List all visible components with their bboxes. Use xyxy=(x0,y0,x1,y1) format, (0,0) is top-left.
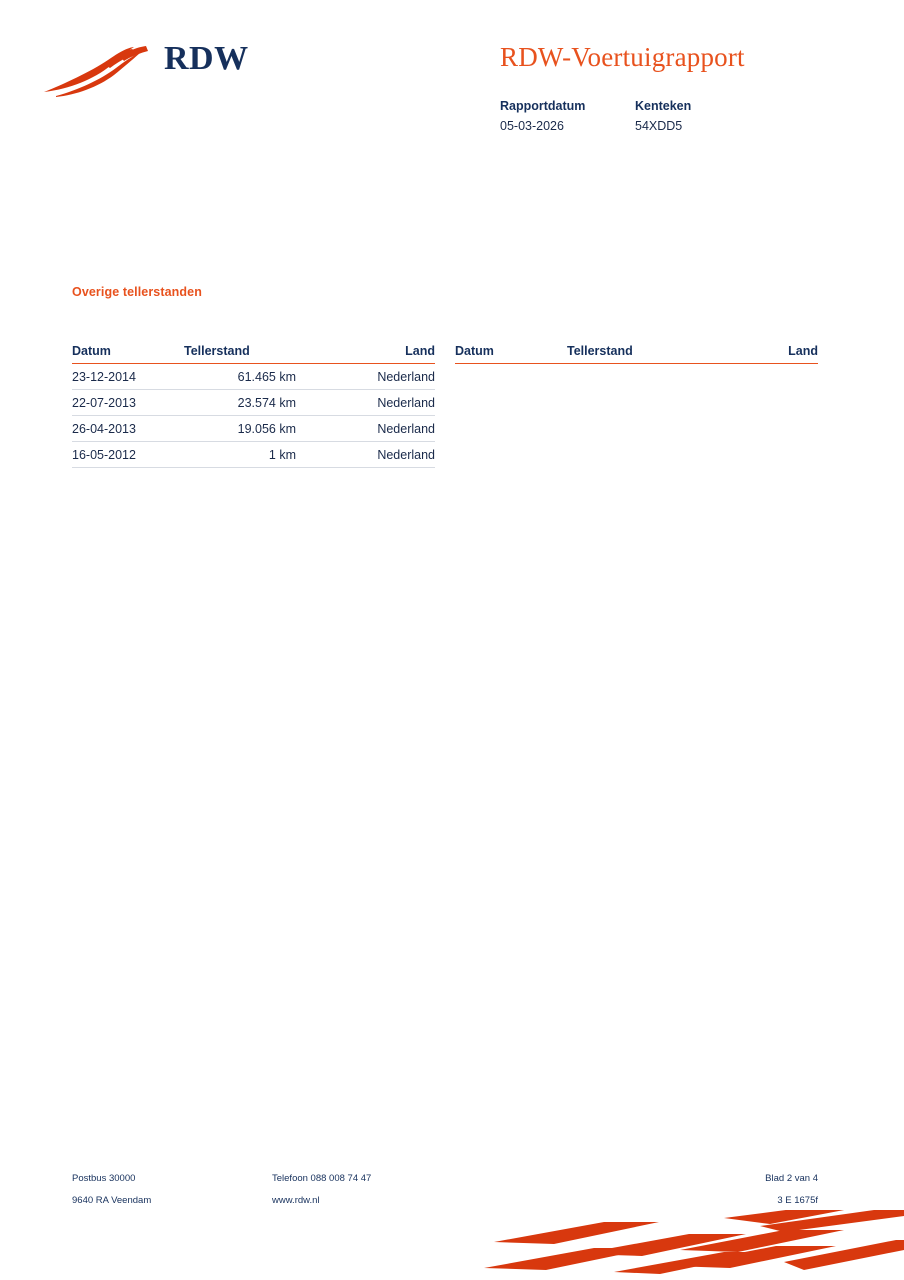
meta-label-kenteken-col xyxy=(635,96,770,116)
table-body-left xyxy=(72,364,435,468)
column-header-datum: Datum xyxy=(72,344,184,364)
table-row xyxy=(72,442,435,468)
cell-tellerstand: 23.574 km xyxy=(184,390,324,416)
cell-datum: 16-05-2012 xyxy=(72,442,184,468)
section-title-overige-tellerstanden: Overige tellerstanden xyxy=(72,285,202,299)
meta-value-rapportdatum: 05-03-2026 xyxy=(500,119,564,133)
cell-land: Nederland xyxy=(324,416,435,442)
table-row xyxy=(72,390,435,416)
footer-website: www.rdw.nl xyxy=(272,1195,320,1206)
cell-land: Nederland xyxy=(324,442,435,468)
cell-datum: 26-04-2013 xyxy=(72,416,184,442)
column-header-tellerstand: Tellerstand xyxy=(567,344,707,364)
bottom-stripes-graphic-icon xyxy=(484,1210,904,1280)
rdw-wordmark: RDW xyxy=(164,40,249,77)
column-header-tellerstand: Tellerstand xyxy=(184,344,324,364)
footer-address: 9640 RA Veendam xyxy=(72,1195,152,1206)
footer-line-1 xyxy=(72,1168,818,1190)
table-row xyxy=(72,416,435,442)
rdw-swoosh-logo-icon xyxy=(42,46,160,98)
footer-line-2 xyxy=(72,1190,818,1212)
cell-datum: 23-12-2014 xyxy=(72,364,184,390)
cell-land: Nederland xyxy=(324,390,435,416)
table-row xyxy=(72,364,435,390)
footer-page-number: Blad 2 van 4 xyxy=(765,1173,818,1184)
rdw-logo xyxy=(42,36,292,98)
cell-tellerstand: 1 km xyxy=(184,442,324,468)
column-header-land: Land xyxy=(707,344,818,364)
footer-telefoon: Telefoon 088 008 74 47 xyxy=(272,1173,372,1184)
meter-readings-table-right xyxy=(455,344,818,364)
meta-value-kenteken: 54XDD5 xyxy=(635,119,683,133)
column-header-land: Land xyxy=(324,344,435,364)
meta-labels-row xyxy=(500,96,880,116)
page-title: RDW-Voertuigrapport xyxy=(500,42,745,72)
meta-label-kenteken: Kenteken xyxy=(635,99,692,113)
cell-tellerstand: 19.056 km xyxy=(184,416,324,442)
table-header-row xyxy=(72,344,435,364)
meta-label-rapportdatum-col xyxy=(500,96,635,116)
report-meta xyxy=(500,96,880,136)
cell-datum: 22-07-2013 xyxy=(72,390,184,416)
cell-land: Nederland xyxy=(324,364,435,390)
meta-value-kenteken-col xyxy=(635,116,770,136)
table-header-row xyxy=(455,344,818,364)
footer-postbus: Postbus 30000 xyxy=(72,1173,136,1184)
footer-form-code: 3 E 1675f xyxy=(777,1195,818,1206)
column-header-datum: Datum xyxy=(455,344,567,364)
cell-tellerstand: 61.465 km xyxy=(184,364,324,390)
meta-values-row xyxy=(500,116,880,136)
meter-readings-table-left xyxy=(72,344,435,468)
meta-value-rapportdatum-col xyxy=(500,116,635,136)
meta-label-rapportdatum: Rapportdatum xyxy=(500,99,586,113)
page-footer xyxy=(72,1168,818,1212)
